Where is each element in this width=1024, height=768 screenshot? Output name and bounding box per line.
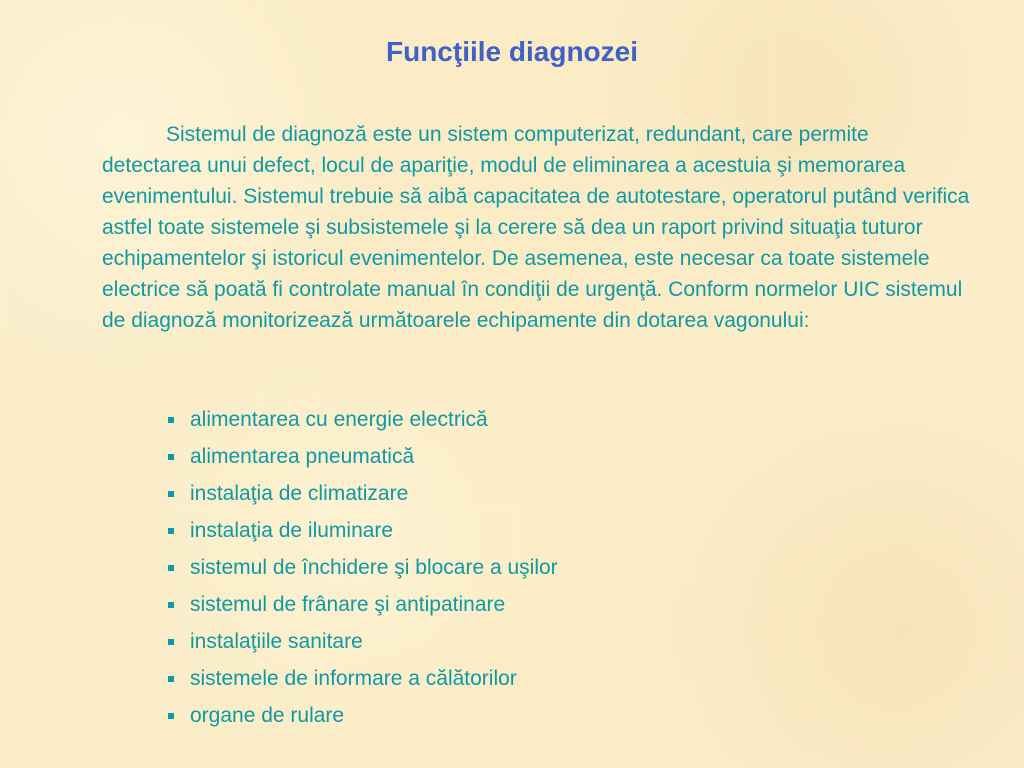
list-item-label: alimentarea pneumatică	[190, 444, 415, 468]
list-item	[166, 586, 558, 623]
square-bullet-icon	[168, 565, 174, 571]
body-paragraph: Sistemul de diagnoză este un sistem computerizat, redundant, care permite detectarea unui defect, locul de apariţie, modul de eliminarea a acestuia şi memorarea evenimentului. Sistemul trebuie să aibă capacitatea de autotestare, operatorul putând verifica astfel toate sistemele şi subsistemele şi la cerere să dea un raport privind situaţia tuturor echipamentelor şi istoricul evenimentelor. De asemenea, este necesar ca toate sistemele electrice să poată fi controlate manual în condiţii de urgenţă. Conform normelor UIC sistemul de diagnoză monitorizează următoarele echipamente din dotarea vagonului:	[102, 123, 970, 332]
list-item	[166, 697, 558, 734]
square-bullet-icon	[168, 417, 174, 423]
square-bullet-icon	[168, 676, 174, 682]
square-bullet-icon	[168, 491, 174, 497]
list-item-label: sistemele de informare a călătorilor	[190, 666, 517, 690]
list-item	[166, 401, 558, 438]
list-item-label: alimentarea cu energie electrică	[190, 407, 488, 431]
square-bullet-icon	[168, 639, 174, 645]
list-item	[166, 623, 558, 660]
slide-title: Funcţiile diagnozei	[385, 36, 638, 67]
list-item	[166, 475, 558, 512]
list-item	[166, 660, 558, 697]
list-item-label: instalaţia de climatizare	[190, 481, 409, 505]
square-bullet-icon	[168, 528, 174, 534]
square-bullet-icon	[168, 602, 174, 608]
list-item-label: sistemul de frânare şi antipatinare	[190, 592, 506, 616]
square-bullet-icon	[168, 713, 174, 719]
list-item	[166, 438, 558, 475]
list-item-label: instalaţia de iluminare	[190, 518, 394, 542]
list-item	[166, 549, 558, 586]
list-item	[166, 512, 558, 549]
square-bullet-icon	[168, 454, 174, 460]
list-item-label: instalaţiile sanitare	[190, 629, 363, 653]
list-item-label: sistemul de închidere şi blocare a uşilor	[190, 555, 558, 579]
list-item-label: organe de rulare	[190, 703, 345, 727]
equipment-list	[166, 401, 558, 734]
